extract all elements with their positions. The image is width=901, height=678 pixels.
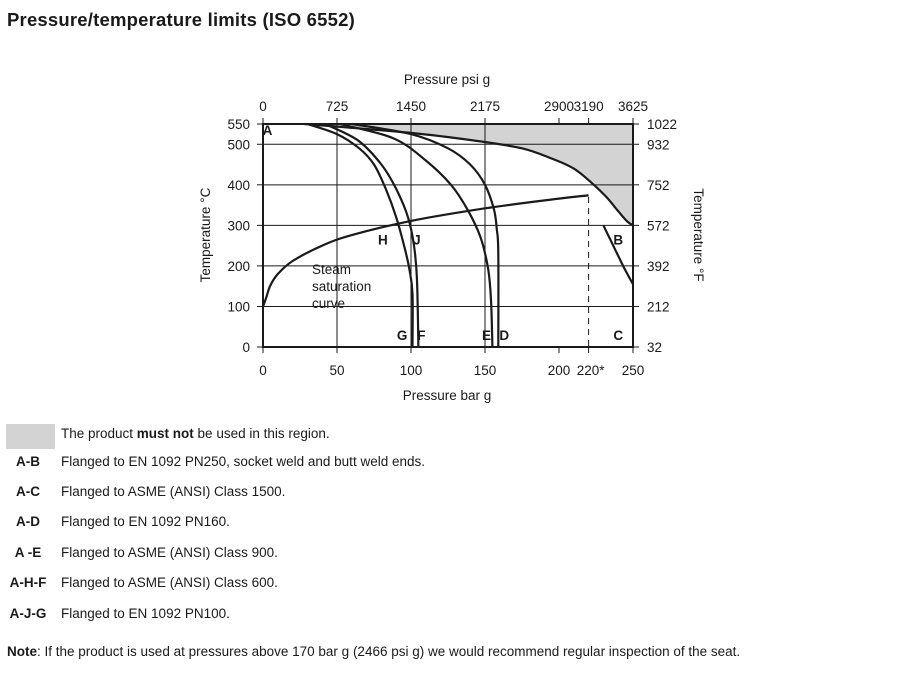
note — [7, 644, 740, 659]
note-text: : If the product is used at pressures above 170 bar g (2466 psi g) we would recommend regular inspection of the seat. — [37, 644, 741, 659]
legend-text: Flanged to EN 1092 PN160. — [61, 514, 230, 529]
tick-label-top: 725 — [325, 99, 349, 114]
tick-label-top: 2900 — [543, 99, 575, 114]
tick-label-bottom: 200 — [547, 363, 571, 378]
region-text-pre: The product — [61, 426, 137, 441]
tick-label-right: 32 — [647, 340, 663, 355]
tick-label-top: 1450 — [395, 99, 427, 114]
point-label-e: E — [481, 327, 491, 343]
tick-label-left: 200 — [227, 258, 250, 274]
legend-key: A-H-F — [9, 575, 47, 590]
tick-label-left: 550 — [227, 117, 250, 132]
legend-key: A-C — [16, 484, 40, 499]
legend-key: A-J-G — [9, 606, 47, 621]
legend-text: Flanged to EN 1092 PN100. — [61, 606, 230, 621]
curve-a-d — [352, 124, 499, 347]
tick-label-top: 0 — [259, 99, 267, 114]
saturation-label-line-3: curve — [312, 296, 346, 311]
legend-text: Flanged to ASME (ANSI) Class 600. — [61, 575, 278, 590]
tick-label-bottom: 150 — [473, 363, 497, 378]
page-title: Pressure/temperature limits (ISO 6552) — [7, 9, 355, 30]
tick-label-left: 0 — [242, 340, 250, 355]
tick-label-left: 500 — [227, 137, 250, 153]
legend-text: Flanged to ASME (ANSI) Class 900. — [61, 545, 278, 560]
tick-label-top: 3190 — [573, 99, 604, 114]
tick-label-right: 752 — [647, 177, 670, 193]
region-text-post: be used in this region. — [193, 426, 330, 441]
tick-label-top: 2175 — [469, 99, 501, 114]
saturation-label-line-1: Steam — [312, 262, 352, 277]
saturation-label-line-2: saturation — [312, 279, 372, 294]
point-label-g: G — [396, 327, 408, 343]
tick-label-left: 400 — [227, 177, 250, 193]
right-axis-title: Temperature °F — [691, 188, 706, 282]
tick-label-right: 1022 — [647, 117, 678, 132]
tick-label-left: 300 — [227, 218, 250, 234]
tick-label-bottom: 220* — [576, 363, 605, 378]
tick-label-right: 932 — [647, 137, 670, 153]
legend-key: A-D — [16, 514, 40, 529]
point-label-h: H — [378, 232, 388, 248]
tick-label-left: 100 — [227, 299, 250, 315]
forbidden-region-swatch — [6, 424, 55, 449]
tick-label-top: 3625 — [617, 99, 649, 114]
tick-label-right: 572 — [647, 218, 670, 234]
region-text-bold: must not — [136, 426, 194, 441]
legend-text: Flanged to ASME (ANSI) Class 1500. — [61, 484, 286, 499]
curve-a-h-f — [325, 124, 418, 347]
top-axis-title: Pressure psi g — [403, 72, 491, 87]
tick-label-right: 392 — [647, 258, 670, 274]
legend-key: A-B — [16, 454, 40, 469]
legend-key: A -E — [14, 545, 42, 560]
point-label-f: F — [417, 327, 426, 343]
point-label-d: D — [499, 327, 510, 343]
curve-a-j-g — [307, 124, 412, 347]
note-label: Note — [7, 644, 37, 659]
left-axis-title: Temperature °C — [198, 187, 213, 283]
point-label-a: A — [262, 123, 273, 139]
tick-label-bottom: 250 — [621, 363, 645, 378]
legend-text: Flanged to EN 1092 PN250, socket weld and butt weld ends. — [61, 454, 425, 469]
tick-label-bottom: 100 — [399, 363, 423, 378]
tick-label-bottom: 50 — [329, 363, 345, 378]
point-label-c: C — [613, 327, 624, 343]
tick-label-bottom: 0 — [259, 363, 267, 378]
point-label-b: B — [613, 232, 624, 248]
bottom-axis-title: Pressure bar g — [402, 388, 492, 403]
point-label-j: J — [413, 232, 421, 248]
legend-region-text — [61, 423, 330, 445]
tick-label-right: 212 — [647, 299, 670, 315]
